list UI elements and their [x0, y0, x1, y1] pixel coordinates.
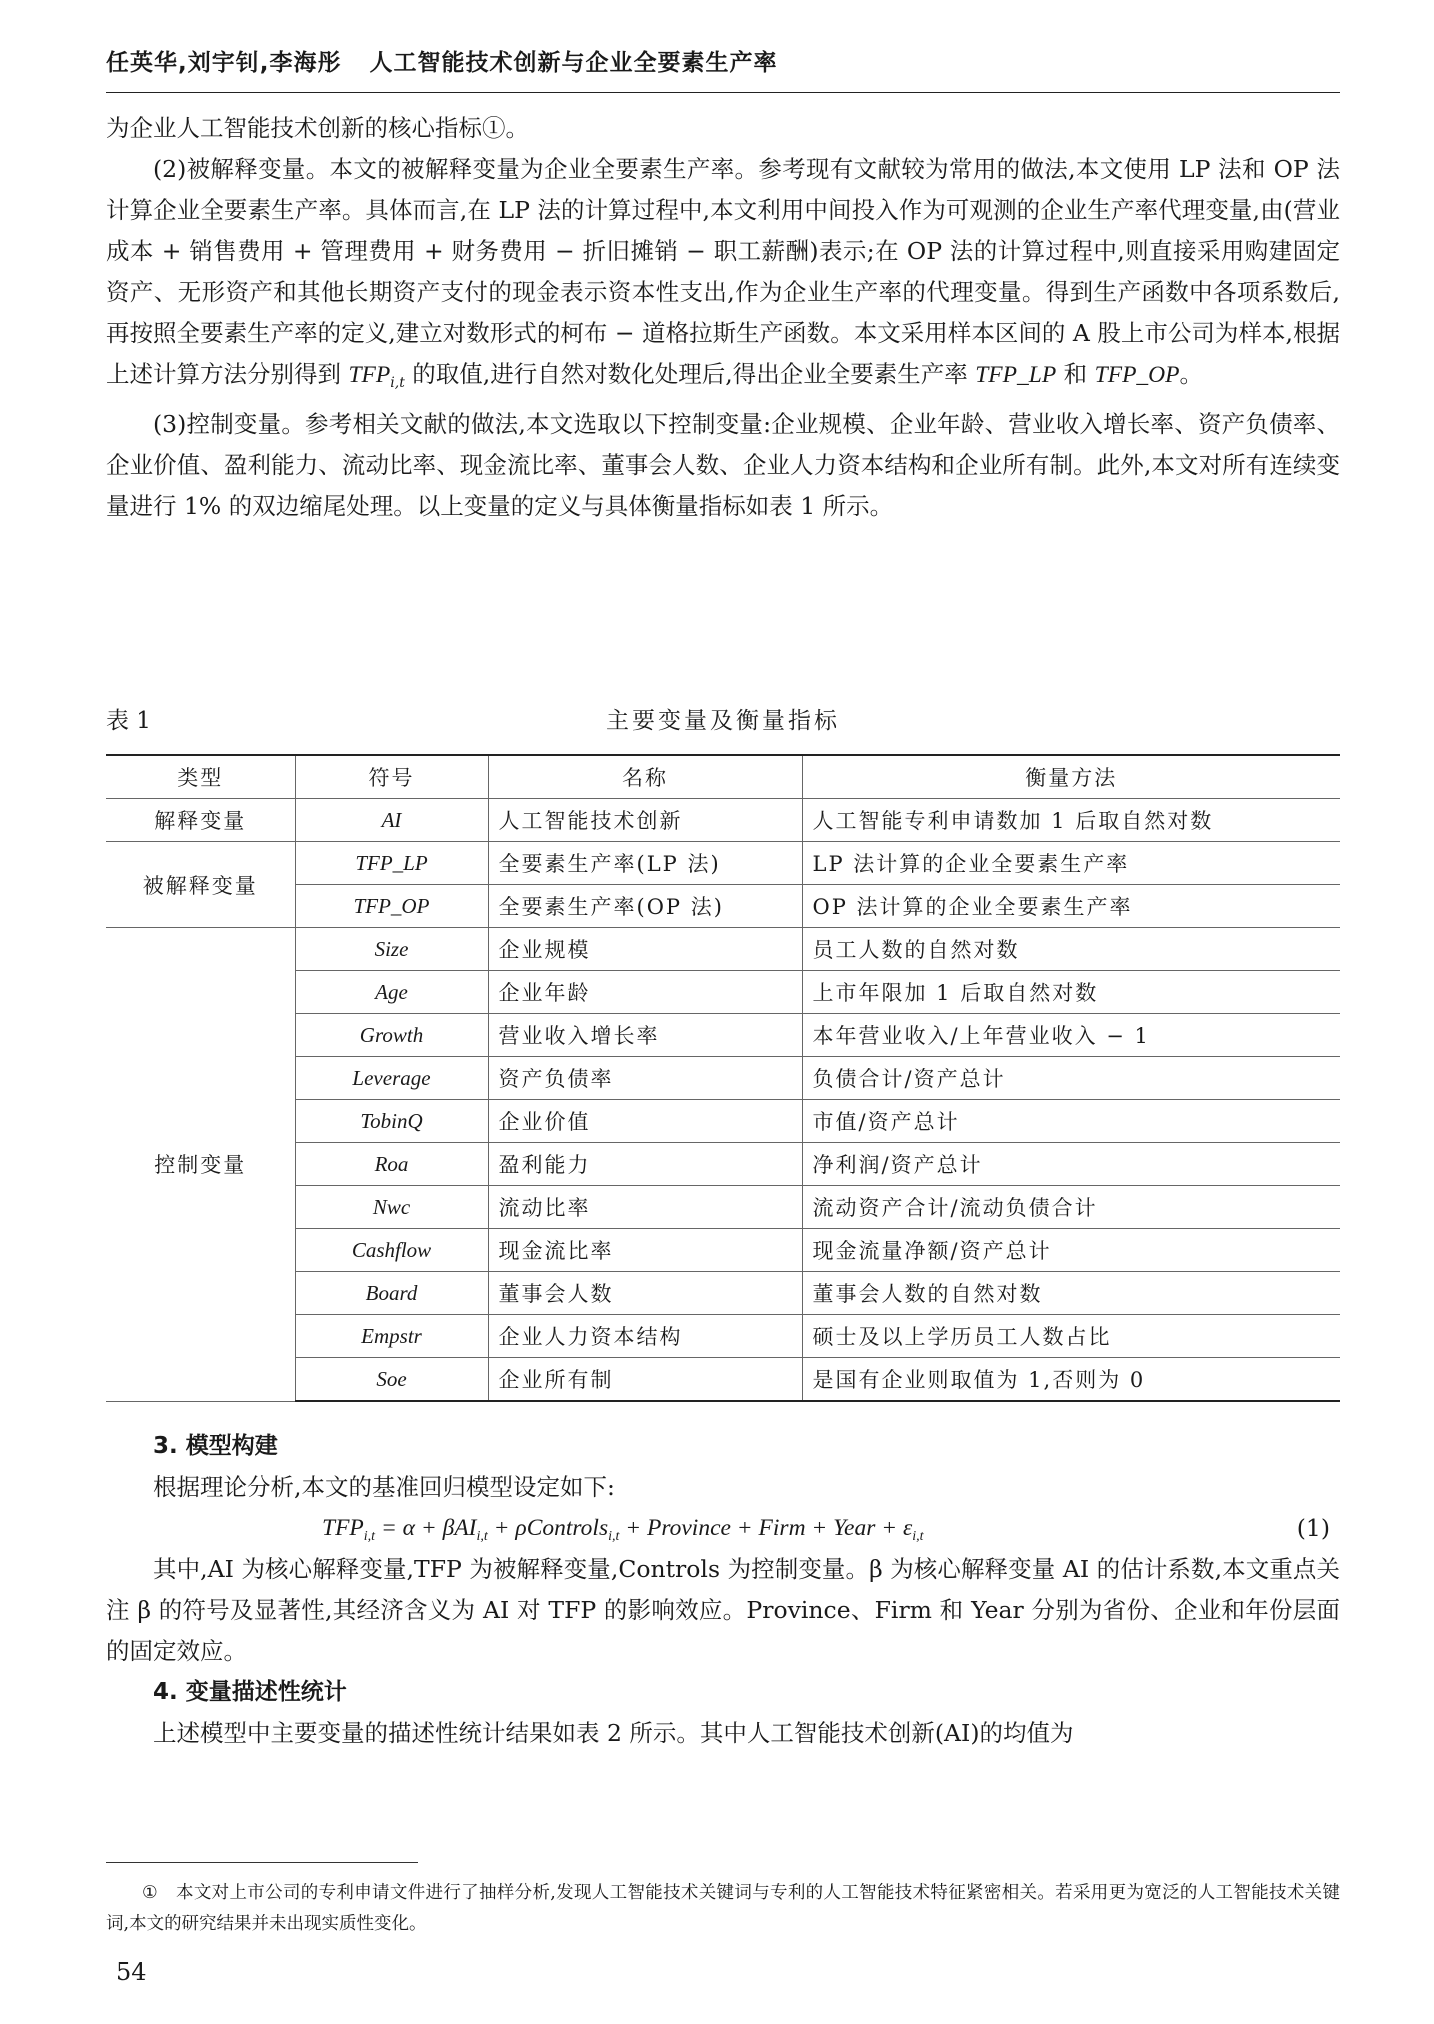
page-number: 54 — [116, 1958, 147, 1986]
cell-name: 企业人力资本结构 — [488, 1315, 802, 1358]
header-rule — [106, 92, 1340, 93]
model-explanation: 其中,AI 为核心解释变量,TFP 为被解释变量,Controls 为控制变量。β 为核心解释变量 AI 的估计系数,本文重点关注 β 的符号及显著性,其经济含义为 AI 对 TFP 的影响效应。Province、Firm 和 Year 分别为省份、企业和年份层面的固定效应。 — [106, 1555, 1340, 1665]
model-intro: 根据理论分析,本文的基准回归模型设定如下: — [153, 1473, 615, 1501]
descriptive-paragraph: 上述模型中主要变量的描述性统计结果如表 2 所示。其中人工智能技术创新(AI)的均值为 — [153, 1719, 1074, 1747]
cell-symbol: Soe — [295, 1358, 488, 1402]
footnote-rule — [106, 1862, 418, 1863]
tfp-op-symbol: TFP_OP — [1094, 362, 1180, 388]
paragraph-control-variables: (3)控制变量。参考相关文献的做法,本文选取以下控制变量:企业规模、企业年龄、营业收入增长率、资产负债率、企业价值、盈利能力、流动比率、现金流比率、董事会人数、企业人力资本结构和企业所有制。此外,本文对所有连续变量进行 1% 的双边缩尾处理。以上变量的定义与具体衡量指标如表 1 所示。 — [106, 410, 1340, 520]
cell-name: 现金流比率 — [488, 1229, 802, 1272]
cell-name: 全要素生产率(LP 法) — [488, 842, 802, 885]
cell-method: 硕士及以上学历员工人数占比 — [802, 1315, 1340, 1358]
p1-text-a: (2)被解释变量。本文的被解释变量为企业全要素生产率。参考现有文献较为常用的做法,本文使用 LP 法和 OP 法计算企业全要素生产率。具体而言,在 LP 法的计算过程中,本文利用中间投入作为可观测的企业生产率代理变量,由(营业成本 + 销售费用 + 管理费用 + 财务费用 − 折旧摊销 − 职工薪酬)表示;在 OP 法的计算过程中,则直接采用购建固定资产、无形资产和其他长期资产支付的现金表示资本性支出,作为企业生产率的代理变量。得到生产函数中各项系数后,再按照全要素生产率的定义,建立对数形式的柯布 − 道格拉斯生产函数。本文采用样本区间的 A 股上市公司为样本,根据上述计算方法分别得到 — [106, 155, 1340, 388]
cell-method: 上市年限加 1 后取自然对数 — [802, 971, 1340, 1014]
column-header-name: 名称 — [488, 755, 802, 799]
cell-method: LP 法计算的企业全要素生产率 — [802, 842, 1340, 885]
equation-number: (1) — [1296, 1514, 1330, 1542]
eq-controls-subscript: i,t — [608, 1529, 620, 1544]
table-row — [106, 842, 1340, 885]
cell-name: 人工智能技术创新 — [488, 799, 802, 842]
tfp-symbol: TFP — [348, 362, 391, 388]
paragraph-explained-variable — [106, 149, 1340, 404]
column-header-symbol: 符号 — [295, 755, 488, 799]
equation-1 — [106, 1508, 1340, 1549]
eq-tfp-subscript: i,t — [363, 1529, 376, 1544]
p1-text-and: 和 — [1056, 360, 1095, 388]
cell-method: 是国有企业则取值为 1,否则为 0 — [802, 1358, 1340, 1402]
cell-method: 本年营业收入/上年营业收入 − 1 — [802, 1014, 1340, 1057]
cell-name: 流动比率 — [488, 1186, 802, 1229]
group-explained: 被解释变量 — [106, 842, 295, 928]
cell-method: 现金流量净额/资产总计 — [802, 1229, 1340, 1272]
cell-method: 市值/资产总计 — [802, 1100, 1340, 1143]
variables-table — [106, 754, 1340, 1402]
table-row — [106, 928, 1340, 971]
cell-symbol: Nwc — [295, 1186, 488, 1229]
cell-name: 营业收入增长率 — [488, 1014, 802, 1057]
cell-symbol: Leverage — [295, 1057, 488, 1100]
eq-ai-subscript: i,t — [476, 1529, 488, 1544]
cell-symbol: TFP_LP — [295, 842, 488, 885]
cell-name: 盈利能力 — [488, 1143, 802, 1186]
group-explanatory: 解释变量 — [106, 799, 295, 842]
cell-symbol: AI — [295, 799, 488, 842]
table-caption — [106, 702, 1340, 732]
tfp-lp-symbol: TFP_LP — [975, 362, 1057, 388]
cell-symbol: TFP_OP — [295, 885, 488, 928]
cell-name: 企业价值 — [488, 1100, 802, 1143]
table-header-row — [106, 755, 1340, 799]
column-header-method: 衡量方法 — [802, 755, 1340, 799]
cell-method: 负债合计/资产总计 — [802, 1057, 1340, 1100]
eq-ai: AI — [454, 1515, 477, 1541]
body-text — [106, 108, 1340, 527]
cell-symbol: TobinQ — [295, 1100, 488, 1143]
footnote — [106, 1878, 1340, 1940]
cell-name: 企业规模 — [488, 928, 802, 971]
section-heading-descriptive: 4. 变量描述性统计 — [153, 1679, 347, 1705]
cell-name: 资产负债率 — [488, 1057, 802, 1100]
lower-body — [106, 1426, 1340, 1754]
eq-part-b: + ρ — [487, 1515, 527, 1541]
cell-method: OP 法计算的企业全要素生产率 — [802, 885, 1340, 928]
table-number: 表 1 — [106, 708, 151, 734]
eq-controls: Controls — [526, 1515, 609, 1541]
cell-symbol: Board — [295, 1272, 488, 1315]
column-header-type: 类型 — [106, 755, 295, 799]
cell-symbol: Age — [295, 971, 488, 1014]
footnote-mark: ① — [142, 1883, 159, 1903]
cell-symbol: Roa — [295, 1143, 488, 1186]
eq-epsilon-subscript: i,t — [912, 1529, 924, 1544]
eq-part-a: = α + β — [375, 1515, 455, 1541]
tfp-subscript: i,t — [390, 375, 405, 391]
cell-symbol: Size — [295, 928, 488, 971]
cell-method: 员工人数的自然对数 — [802, 928, 1340, 971]
footnote-text: 本文对上市公司的专利申请文件进行了抽样分析,发现人工智能技术关键词与专利的人工智能技术特征紧密相关。若采用更为宽泛的人工智能技术关键词,本文的研究结果并未出现实质性变化。 — [106, 1883, 1340, 1934]
header-title: 人工智能技术创新与企业全要素生产率 — [369, 50, 778, 76]
cell-name: 企业所有制 — [488, 1358, 802, 1402]
section-heading-model: 3. 模型构建 — [153, 1433, 278, 1459]
header-authors: 任英华,刘宇钊,李海彤 — [106, 50, 342, 76]
cell-name: 全要素生产率(OP 法) — [488, 885, 802, 928]
eq-tfp: TFP — [322, 1515, 364, 1541]
group-control: 控制变量 — [106, 928, 295, 1402]
cell-symbol: Empstr — [295, 1315, 488, 1358]
paragraph-0: 为企业人工智能技术创新的核心指标①。 — [106, 114, 529, 142]
cell-name: 董事会人数 — [488, 1272, 802, 1315]
p1-text-end: 。 — [1179, 360, 1203, 388]
cell-symbol: Cashflow — [295, 1229, 488, 1272]
equation-formula — [322, 1508, 924, 1557]
p1-text-b: 的取值,进行自然对数化处理后,得出企业全要素生产率 — [404, 360, 976, 388]
cell-name: 企业年龄 — [488, 971, 802, 1014]
eq-part-c: + Province + Firm + Year + ε — [619, 1515, 913, 1541]
running-header — [106, 44, 1340, 77]
cell-method: 净利润/资产总计 — [802, 1143, 1340, 1186]
cell-method: 人工智能专利申请数加 1 后取自然对数 — [802, 799, 1340, 842]
table-title: 主要变量及衡量指标 — [606, 708, 840, 734]
cell-method: 董事会人数的自然对数 — [802, 1272, 1340, 1315]
cell-symbol: Growth — [295, 1014, 488, 1057]
table-row — [106, 799, 1340, 842]
cell-method: 流动资产合计/流动负债合计 — [802, 1186, 1340, 1229]
